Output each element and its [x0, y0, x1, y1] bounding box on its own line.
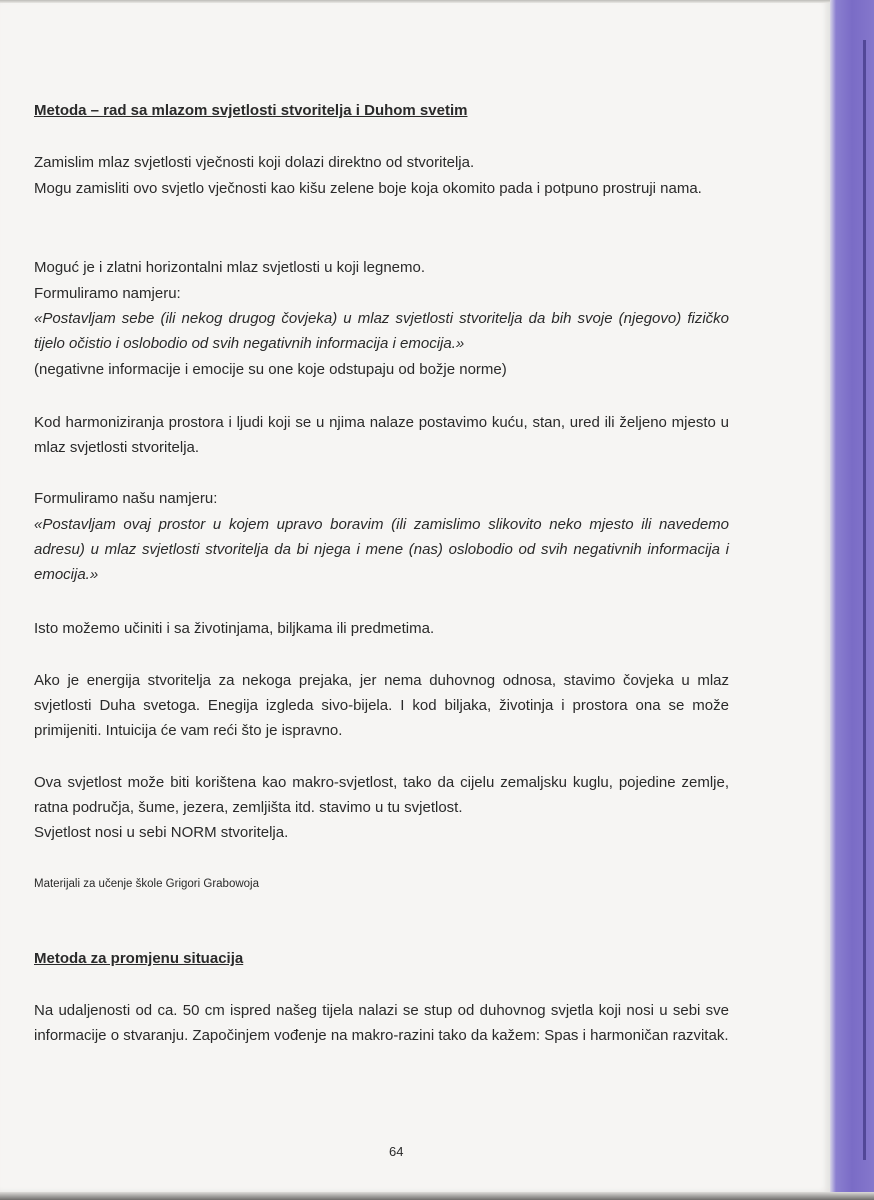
paragraph-golden-stream: Moguć je i zlatni horizontalni mlaz svjetlosti u koji legnemo. — [34, 259, 426, 276]
source-note: Materijali za učenje škole Grigori Grabowoja — [34, 878, 259, 890]
scan-bottom-edge — [0, 1192, 874, 1200]
section-heading-light-method: Metoda – rad sa mlazom svjetlosti stvoritelja i Duhom svetim — [34, 102, 468, 119]
paragraph-intention-label: Formuliramo namjeru: — [34, 285, 181, 302]
paragraph-holy-spirit: Ako je energija stvoritelja za nekoga prejaka, jer nema duhovnog odnosa, stavimo čovjeka u mlaz svjetlosti Duha svetoga. Enegija izgleda sivo-bijela. I kod biljaka, životinja i prostora ona se može primijeniti. Intuicija će vam reći što je ispravno. — [34, 672, 729, 739]
paragraph-space-harmonizing: Kod harmoniziranja prostora i ljudi koji se u njima nalaze postavimo kuću, stan, ured ili željeno mjesto u mlaz svjetlosti stvoritelja. — [34, 414, 729, 456]
paragraph-our-intention-label: Formuliramo našu namjeru: — [34, 490, 218, 507]
paragraph-intro-line: Zamislim mlaz svjetlosti vječnosti koji dolazi direktno od stvoritelja. — [34, 154, 475, 171]
book-edge-line — [863, 40, 866, 1160]
paragraph-norm: Svjetlost nosi u sebi NORM stvoritelja. — [34, 824, 289, 841]
paragraph-green-rain: Mogu zamisliti ovo svjetlo vječnosti kao kišu zelene boje koja okomito pada i potpuno prostruji nama. — [34, 180, 702, 197]
quote-self-intention: «Postavljam sebe (ili nekog drugog čovjeka) u mlaz svjetlosti stvoritelja da bih svoje (njegovo) fizičko tijelo očistio i oslobodio od svih negativnih informacija i emocija.» — [34, 310, 729, 352]
paragraph-animals-plants: Isto možemo učiniti i sa životinjama, biljkama ili predmetima. — [34, 620, 435, 637]
quote-space-intention: «Postavljam ovaj prostor u kojem upravo boravim (ili zamislimo slikovito neko mjesto ili navedemo adresu) u mlaz svjetlosti stvoritelja da bi njega i mene (nas) oslobodio od svih negativnih informacija i emocija.» — [34, 516, 729, 583]
section-heading-situation-method: Metoda za promjenu situacija — [34, 950, 244, 967]
paragraph-negative-info-note: (negativne informacije i emocije su one koje odstupaju od božje norme) — [34, 361, 507, 378]
paragraph-macro-light: Ova svjetlost može biti korištena kao makro-svjetlost, tako da cijelu zemaljsku kuglu, pojedine zemlje, ratna područja, šume, jezera, zemljišta itd. stavimo u tu svjetlost. — [34, 774, 729, 816]
scan-top-edge — [0, 0, 874, 3]
page-number: 64 — [389, 1144, 404, 1159]
book-edge — [830, 0, 874, 1200]
paragraph-spiritual-pillar: Na udaljenosti od ca. 50 cm ispred našeg tijela nalazi se stup od duhovnog svjetla koji nosi u sebi sve informacije o stvaranju. Započinjem vođenje na makro-razini tako da kažem: Spas i harmoničan razvitak. — [34, 1002, 729, 1044]
